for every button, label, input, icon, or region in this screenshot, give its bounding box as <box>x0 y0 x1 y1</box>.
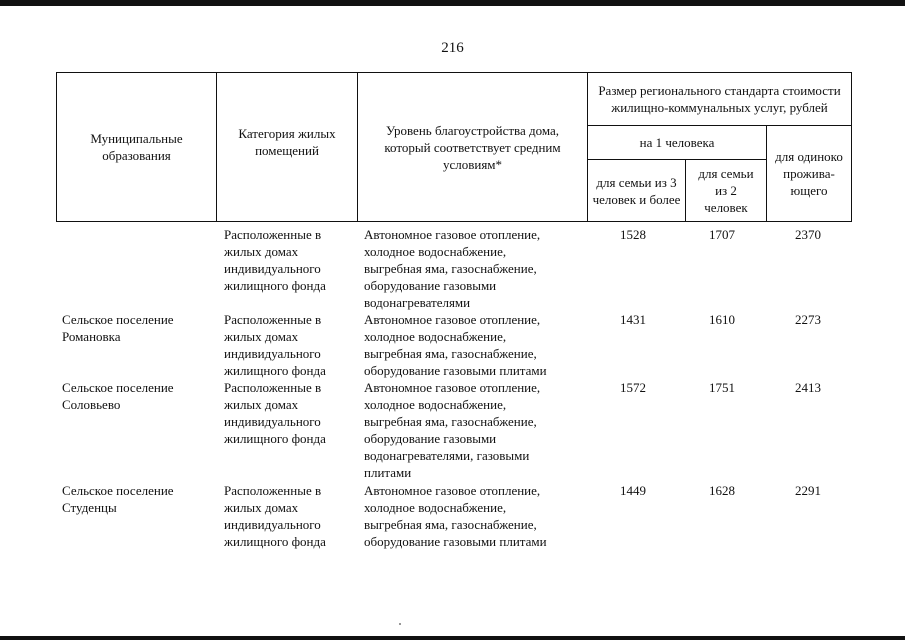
row-municipality: Сельское поселение Соловьево <box>62 380 174 412</box>
header-municipal <box>57 73 216 221</box>
header-family3 <box>588 160 685 221</box>
row-family2: 1628 <box>709 483 735 498</box>
row-level: Автономное газовое отопление, холодное водоснабжение, выгребная яма, газоснабжение, оборудование газовыми водонагревателями <box>364 227 541 310</box>
row-family3: 1572 <box>620 380 646 395</box>
page-number: 216 <box>441 40 464 56</box>
row-municipality: Сельское поселение Романовка <box>62 312 174 344</box>
header-per-person-text: на 1 человека <box>639 135 715 150</box>
header-bottom-border <box>56 221 852 222</box>
row-family3: 1449 <box>620 483 646 498</box>
scan-bottom-border <box>0 636 905 640</box>
row-category: Расположенные в жилых домах индивидуального жилищного фонда <box>224 380 326 446</box>
row-municipality: Сельское поселение Студенцы <box>62 483 174 515</box>
header-right-border <box>851 72 852 222</box>
row-category: Расположенные в жилых домах индивидуального жилищного фонда <box>224 227 326 293</box>
header-category <box>217 73 357 221</box>
row-family2: 1751 <box>709 380 735 395</box>
row-level: Автономное газовое отопление, холодное водоснабжение, выгребная яма, газоснабжение, оборудование газовыми плитами <box>364 312 547 378</box>
header-level-text: Уровень благоустройства дома, который соответствует средним условиям* <box>384 122 561 172</box>
header-single-text: для одиноко прожива-ющего <box>775 149 843 198</box>
header-standard <box>588 73 851 125</box>
row-single: 2413 <box>795 380 821 395</box>
row-category: Расположенные в жилых домах индивидуального жилищного фонда <box>224 483 326 549</box>
row-level: Автономное газовое отопление, холодное водоснабжение, выгребная яма, газоснабжение, оборудование газовыми водонагревателями, газовыми плитами <box>364 380 541 480</box>
row-single: 2273 <box>795 312 821 327</box>
header-standard-text: Размер регионального стандарта стоимости жилищно-коммунальных услуг, рублей <box>598 83 841 115</box>
header-category-text: Категория жилых помещений <box>238 126 336 158</box>
row-family3: 1431 <box>620 312 646 327</box>
scan-top-border <box>0 0 905 6</box>
row-single: 2370 <box>795 227 821 242</box>
header-family3-text: для семьи из 3 человек и более <box>592 174 681 207</box>
header-family2-text: для семьи из 2 человек <box>698 166 754 215</box>
row-family2: 1707 <box>709 227 735 242</box>
header-municipal-text: Муниципальные образования <box>90 131 183 163</box>
header-single <box>767 126 851 221</box>
header-per-person <box>588 126 766 159</box>
row-category: Расположенные в жилых домах индивидуального жилищного фонда <box>224 312 326 378</box>
scan-speck <box>399 623 401 625</box>
table-header <box>56 72 852 222</box>
row-single: 2291 <box>795 483 821 498</box>
row-family3: 1528 <box>620 227 646 242</box>
row-level: Автономное газовое отопление, холодное водоснабжение, выгребная яма, газоснабжение, оборудование газовыми плитами <box>364 483 547 549</box>
header-level <box>358 73 587 221</box>
header-family2 <box>686 160 766 221</box>
row-family2: 1610 <box>709 312 735 327</box>
